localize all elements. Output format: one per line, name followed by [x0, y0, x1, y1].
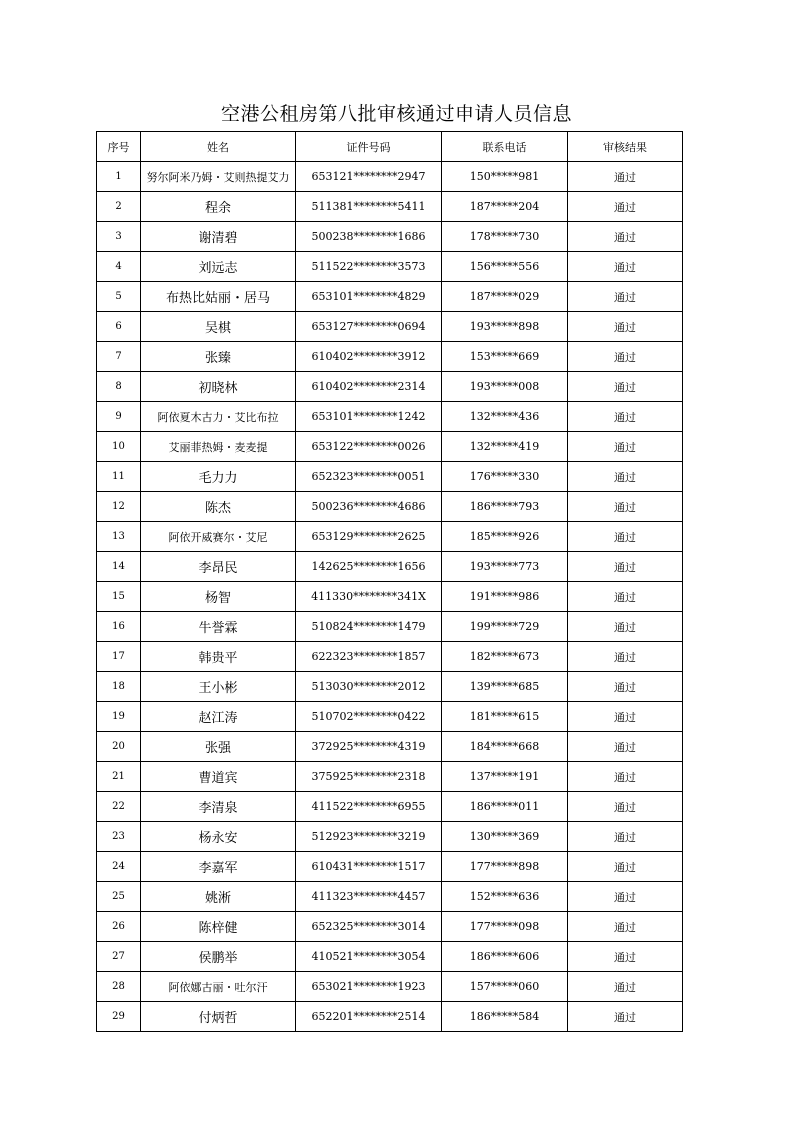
row-index: 27	[97, 942, 141, 972]
row-name: 曹道宾	[141, 762, 296, 792]
row-id-number: 411330********341X	[296, 582, 442, 612]
row-index: 12	[97, 492, 141, 522]
document-title: 空港公租房第八批审核通过申请人员信息	[220, 103, 572, 125]
row-name: 程余	[141, 192, 296, 222]
row-id-number: 653101********1242	[296, 402, 442, 432]
row-id-number: 500238********1686	[296, 222, 442, 252]
row-name: 布热比姑丽・居马	[141, 282, 296, 312]
row-id-number: 410521********3054	[296, 942, 442, 972]
row-name: 毛力力	[141, 462, 296, 492]
row-phone: 182*****673	[442, 642, 568, 672]
row-index: 20	[97, 732, 141, 762]
row-index: 28	[97, 972, 141, 1002]
header-id-number: 证件号码	[296, 132, 442, 162]
row-name: 赵江涛	[141, 702, 296, 732]
table-row	[97, 882, 683, 912]
row-phone: 184*****668	[442, 732, 568, 762]
row-result: 通过	[568, 732, 683, 762]
row-id-number: 653122********0026	[296, 432, 442, 462]
row-name: 陈杰	[141, 492, 296, 522]
row-name: 初晓林	[141, 372, 296, 402]
row-result: 通过	[568, 762, 683, 792]
row-index: 13	[97, 522, 141, 552]
row-id-number: 512923********3219	[296, 822, 442, 852]
row-phone: 152*****636	[442, 882, 568, 912]
row-id-number: 510824********1479	[296, 612, 442, 642]
row-result: 通过	[568, 372, 683, 402]
row-phone: 157*****060	[442, 972, 568, 1002]
row-index: 25	[97, 882, 141, 912]
row-index: 5	[97, 282, 141, 312]
table-row	[97, 492, 683, 522]
row-id-number: 610402********3912	[296, 342, 442, 372]
row-index: 3	[97, 222, 141, 252]
row-phone: 153*****669	[442, 342, 568, 372]
row-id-number: 652325********3014	[296, 912, 442, 942]
table-row	[97, 402, 683, 432]
row-index: 4	[97, 252, 141, 282]
row-id-number: 610431********1517	[296, 852, 442, 882]
table-row	[97, 822, 683, 852]
row-phone: 191*****986	[442, 582, 568, 612]
row-index: 29	[97, 1002, 141, 1032]
row-result: 通过	[568, 672, 683, 702]
row-result: 通过	[568, 342, 683, 372]
row-id-number: 511522********3573	[296, 252, 442, 282]
table-row	[97, 432, 683, 462]
table-row	[97, 912, 683, 942]
table-row	[97, 732, 683, 762]
row-result: 通过	[568, 912, 683, 942]
row-name: 杨智	[141, 582, 296, 612]
row-name: 谢清碧	[141, 222, 296, 252]
table-row	[97, 942, 683, 972]
row-result: 通过	[568, 942, 683, 972]
row-name: 吴棋	[141, 312, 296, 342]
row-id-number: 511381********5411	[296, 192, 442, 222]
header-phone: 联系电话	[442, 132, 568, 162]
table-row	[97, 582, 683, 612]
table-row	[97, 792, 683, 822]
applicant-table	[96, 131, 683, 1032]
row-index: 21	[97, 762, 141, 792]
row-index: 8	[97, 372, 141, 402]
row-result: 通过	[568, 852, 683, 882]
row-result: 通过	[568, 462, 683, 492]
row-index: 14	[97, 552, 141, 582]
row-phone: 185*****926	[442, 522, 568, 552]
row-name: 李嘉军	[141, 852, 296, 882]
row-phone: 139*****685	[442, 672, 568, 702]
table-row	[97, 282, 683, 312]
row-phone: 177*****898	[442, 852, 568, 882]
row-index: 10	[97, 432, 141, 462]
table-row	[97, 372, 683, 402]
row-index: 1	[97, 162, 141, 192]
row-result: 通过	[568, 222, 683, 252]
row-name: 阿依夏木古力・艾比布拉	[141, 402, 296, 432]
row-index: 18	[97, 672, 141, 702]
row-phone: 199*****729	[442, 612, 568, 642]
row-phone: 181*****615	[442, 702, 568, 732]
row-id-number: 372925********4319	[296, 732, 442, 762]
table-row	[97, 612, 683, 642]
table-row	[97, 342, 683, 372]
table-row	[97, 252, 683, 282]
row-result: 通过	[568, 492, 683, 522]
row-index: 22	[97, 792, 141, 822]
table-row	[97, 222, 683, 252]
row-result: 通过	[568, 612, 683, 642]
row-index: 26	[97, 912, 141, 942]
row-phone: 132*****419	[442, 432, 568, 462]
table-row	[97, 522, 683, 552]
row-index: 24	[97, 852, 141, 882]
row-result: 通过	[568, 972, 683, 1002]
table-row	[97, 642, 683, 672]
header-name: 姓名	[141, 132, 296, 162]
row-result: 通过	[568, 822, 683, 852]
row-name: 姚淅	[141, 882, 296, 912]
row-name: 李昂民	[141, 552, 296, 582]
table-body	[97, 162, 683, 1032]
table-row	[97, 192, 683, 222]
row-phone: 186*****793	[442, 492, 568, 522]
row-phone: 186*****011	[442, 792, 568, 822]
table-row	[97, 972, 683, 1002]
row-id-number: 513030********2012	[296, 672, 442, 702]
row-name: 牛誉霖	[141, 612, 296, 642]
table-row	[97, 312, 683, 342]
row-id-number: 500236********4686	[296, 492, 442, 522]
row-phone: 193*****898	[442, 312, 568, 342]
row-index: 11	[97, 462, 141, 492]
row-id-number: 375925********2318	[296, 762, 442, 792]
row-result: 通过	[568, 1002, 683, 1032]
row-phone: 156*****556	[442, 252, 568, 282]
table-row	[97, 462, 683, 492]
row-id-number: 652201********2514	[296, 1002, 442, 1032]
row-result: 通过	[568, 312, 683, 342]
row-result: 通过	[568, 162, 683, 192]
table-row	[97, 672, 683, 702]
row-id-number: 622323********1857	[296, 642, 442, 672]
row-id-number: 142625********1656	[296, 552, 442, 582]
row-phone: 137*****191	[442, 762, 568, 792]
row-phone: 130*****369	[442, 822, 568, 852]
row-name: 王小彬	[141, 672, 296, 702]
row-id-number: 653127********0694	[296, 312, 442, 342]
row-result: 通过	[568, 552, 683, 582]
table-header-row	[97, 132, 683, 162]
row-result: 通过	[568, 282, 683, 312]
row-index: 15	[97, 582, 141, 612]
table-row	[97, 852, 683, 882]
row-index: 16	[97, 612, 141, 642]
row-result: 通过	[568, 792, 683, 822]
row-result: 通过	[568, 432, 683, 462]
row-index: 6	[97, 312, 141, 342]
row-phone: 193*****773	[442, 552, 568, 582]
table-row	[97, 1002, 683, 1032]
row-id-number: 652323********0051	[296, 462, 442, 492]
row-phone: 187*****029	[442, 282, 568, 312]
row-id-number: 653129********2625	[296, 522, 442, 552]
row-name: 韩贵平	[141, 642, 296, 672]
row-result: 通过	[568, 702, 683, 732]
row-index: 23	[97, 822, 141, 852]
row-index: 17	[97, 642, 141, 672]
row-phone: 186*****584	[442, 1002, 568, 1032]
row-phone: 176*****330	[442, 462, 568, 492]
row-phone: 132*****436	[442, 402, 568, 432]
row-name: 付炳哲	[141, 1002, 296, 1032]
row-phone: 177*****098	[442, 912, 568, 942]
row-result: 通过	[568, 642, 683, 672]
row-id-number: 610402********2314	[296, 372, 442, 402]
row-name: 阿依娜古丽・吐尔汗	[141, 972, 296, 1002]
row-result: 通过	[568, 402, 683, 432]
row-result: 通过	[568, 522, 683, 552]
row-result: 通过	[568, 882, 683, 912]
row-name: 刘远志	[141, 252, 296, 282]
row-phone: 178*****730	[442, 222, 568, 252]
table-row	[97, 702, 683, 732]
header-result: 审核结果	[568, 132, 683, 162]
row-index: 7	[97, 342, 141, 372]
table-row	[97, 552, 683, 582]
row-id-number: 411522********6955	[296, 792, 442, 822]
row-name: 杨永安	[141, 822, 296, 852]
row-index: 19	[97, 702, 141, 732]
row-name: 阿依开威赛尔・艾尼	[141, 522, 296, 552]
table-row	[97, 162, 683, 192]
row-name: 陈梓健	[141, 912, 296, 942]
row-phone: 187*****204	[442, 192, 568, 222]
row-index: 9	[97, 402, 141, 432]
row-result: 通过	[568, 582, 683, 612]
row-result: 通过	[568, 252, 683, 282]
row-result: 通过	[568, 192, 683, 222]
row-name: 努尔阿米乃姆・艾则热提艾力	[141, 162, 296, 192]
row-name: 侯鹏举	[141, 942, 296, 972]
row-name: 艾丽菲热姆・麦麦提	[141, 432, 296, 462]
header-index: 序号	[97, 132, 141, 162]
row-id-number: 653121********2947	[296, 162, 442, 192]
row-id-number: 653101********4829	[296, 282, 442, 312]
row-name: 张臻	[141, 342, 296, 372]
table-row	[97, 762, 683, 792]
row-id-number: 653021********1923	[296, 972, 442, 1002]
row-index: 2	[97, 192, 141, 222]
row-id-number: 411323********4457	[296, 882, 442, 912]
row-name: 李清泉	[141, 792, 296, 822]
row-phone: 193*****008	[442, 372, 568, 402]
row-id-number: 510702********0422	[296, 702, 442, 732]
row-phone: 186*****606	[442, 942, 568, 972]
row-phone: 150*****981	[442, 162, 568, 192]
row-name: 张强	[141, 732, 296, 762]
